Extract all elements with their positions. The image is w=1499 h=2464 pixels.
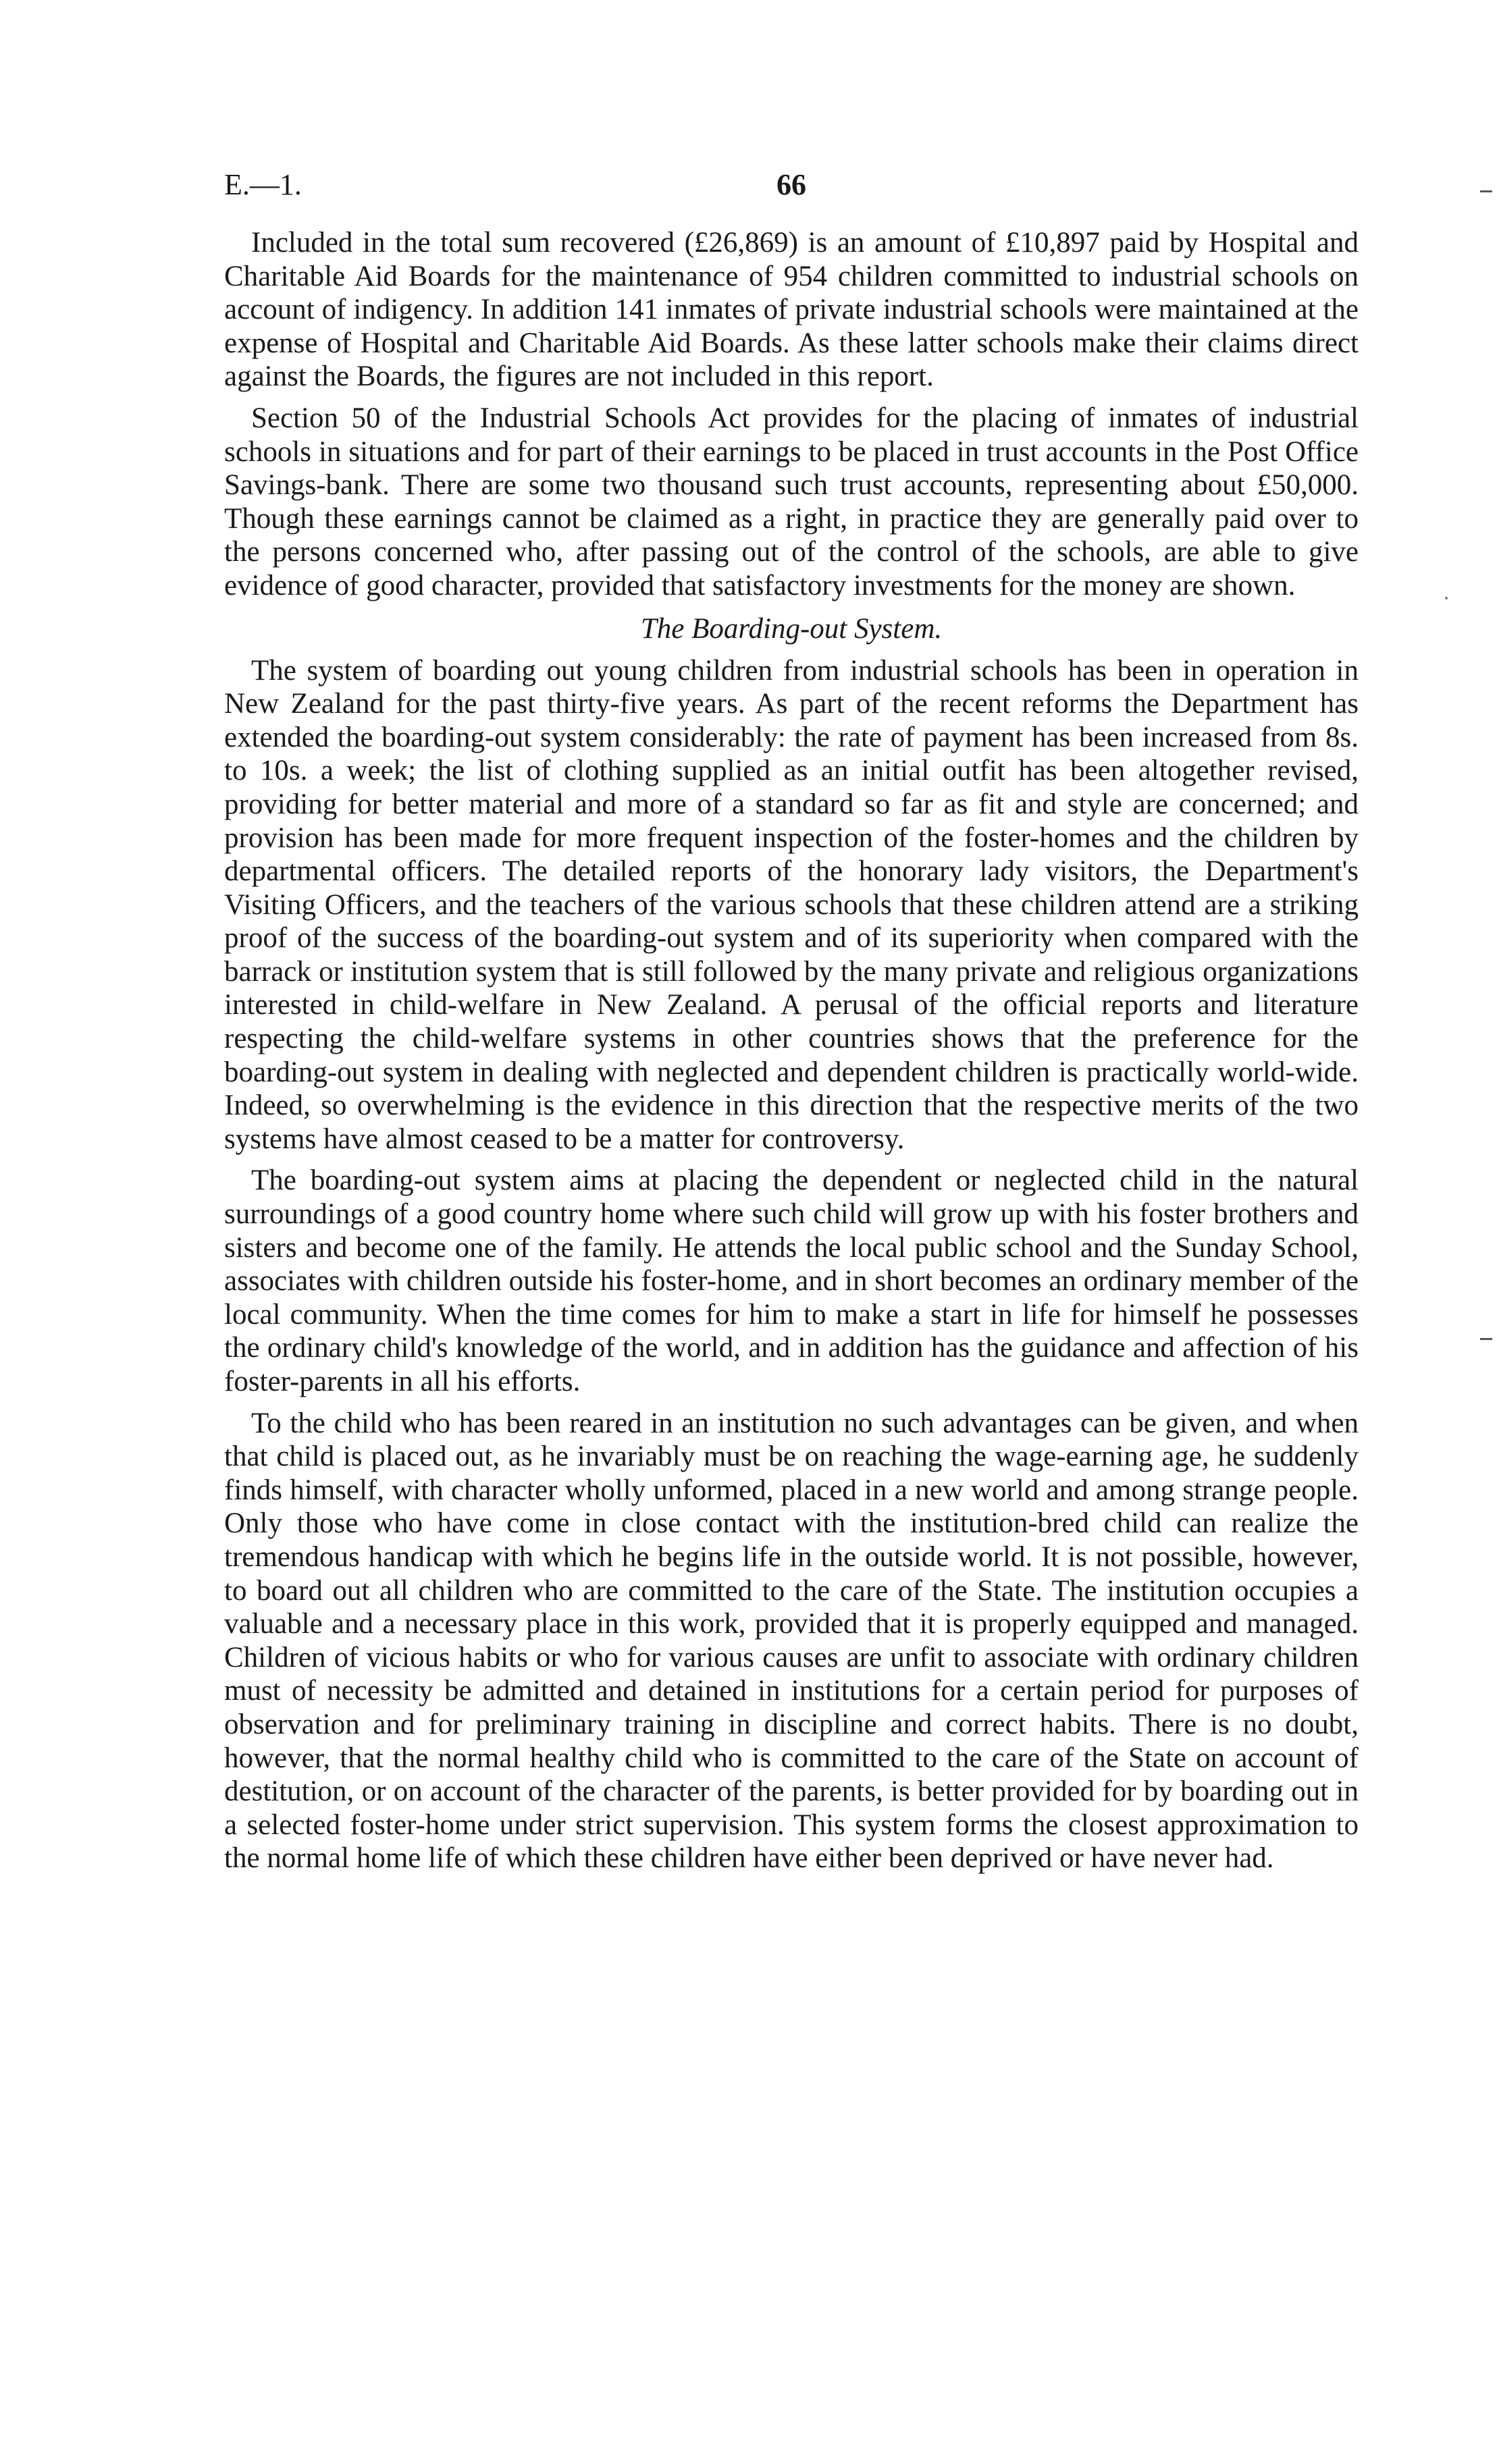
paragraph-institution-comparison: To the child who has been reared in an institution no such advantages can be given, and when that child is placed out, as he invariably must be on reaching the wage-earning age, he suddenly finds himself, with character wholly unformed, placed in a new world and among strange people. Only those who have come in close contact with the institution-bred child can realize the tremendous handicap with which he begins life in the outside world. It is not possible, however, to board out all children who are committed to the care of the State. The institution occupies a valuable and a necessary place in this work, provided that it is properly equipped and managed. Children of vicious habits or who for various causes are unfit to associate with ordinary children must of necessity be admitted and detained in institutions for a certain period for purposes of observation and for preliminary training in discipline and correct habits. There is no doubt, however, that the normal healthy child who is committed to the care of the State on account of destitution, or on account of the character of the parents, is better provided for by boarding out in a selected foster-home under strict supervision. This system forms the closest approximation to the normal home life of which these children have either been deprived or have never had. bbox=[224, 1407, 1359, 1875]
paragraph-trust-accounts: Section 50 of the Industrial Schools Act provides for the placing of inmates of industrial schools in situations and for part of their earnings to be placed in trust accounts in the Post Office Savings-bank. There are some two thousand such trust accounts, representing about £50,000. Though these earnings cannot be claimed as a right, in practice they are generally paid over to the persons concerned who, after passing out of the control of the schools, are able to give evidence of good character, provided that satisfactory investments for the money are shown. bbox=[224, 402, 1359, 601]
margin-mark-middle bbox=[1480, 1338, 1492, 1340]
page-header bbox=[224, 167, 1359, 208]
page-number: 66 bbox=[777, 168, 806, 201]
margin-mark-top bbox=[1480, 190, 1492, 192]
paragraph-boarding-out-history: The system of boarding out young children from industrial schools has been in operation in New Zealand for the past thirty-five years. As part of the recent reforms the Department has extended the boarding-out system considerably: the rate of payment has been increased from 8s. to 10s. a week; the list of clothing supplied as an initial outfit has been altogether revised, providing for better material and more of a standard so far as fit and style are concerned; and provision has been made for more frequent inspection of the foster-homes and the children by departmental officers. The detailed reports of the honorary lady visitors, the Department's Visiting Officers, and the teachers of the various schools that these children attend are a striking proof of the success of the boarding-out system and of its superiority when compared with the barrack or institution system that is still followed by the many private and religious organizations interested in child-welfare in New Zealand. A perusal of the official reports and literature respecting the child-welfare systems in other countries shows that the preference for the boarding-out system in dealing with neglected and dependent children is practically world-wide. Indeed, so overwhelming is the evidence in this direction that the respective merits of the two systems have almost ceased to be a matter for controversy. bbox=[224, 654, 1359, 1155]
margin-dot-lower bbox=[1445, 597, 1448, 599]
paragraph-boarding-out-aims: The boarding-out system aims at placing the dependent or neglected child in the natural surroundings of a good country home where such child will grow up with his foster brothers and sisters and become one of the family. He attends the local public school and the Sunday School, associates with children outside his foster-home, and in short becomes an ordinary member of the local community. When the time comes for him to make a start in life for himself he possesses the ordinary child's knowledge of the world, and in addition has the guidance and affection of his foster-parents in all his efforts. bbox=[224, 1164, 1359, 1397]
report-reference: E.—1. bbox=[224, 168, 302, 201]
paragraph-recoveries: Included in the total sum recovered (£26,869) is an amount of £10,897 paid by Hospital and Charitable Aid Boards for the maintenance of 954 children committed to industrial schools on account of indigency. In addition 141 inmates of private industrial schools were maintained at the expense of Hospital and Charitable Aid Boards. As these latter schools make their claims direct against the Boards, the figures are not included in this report. bbox=[224, 227, 1359, 393]
report-body bbox=[224, 226, 1359, 1883]
section-heading: The Boarding-out System. bbox=[640, 612, 943, 645]
